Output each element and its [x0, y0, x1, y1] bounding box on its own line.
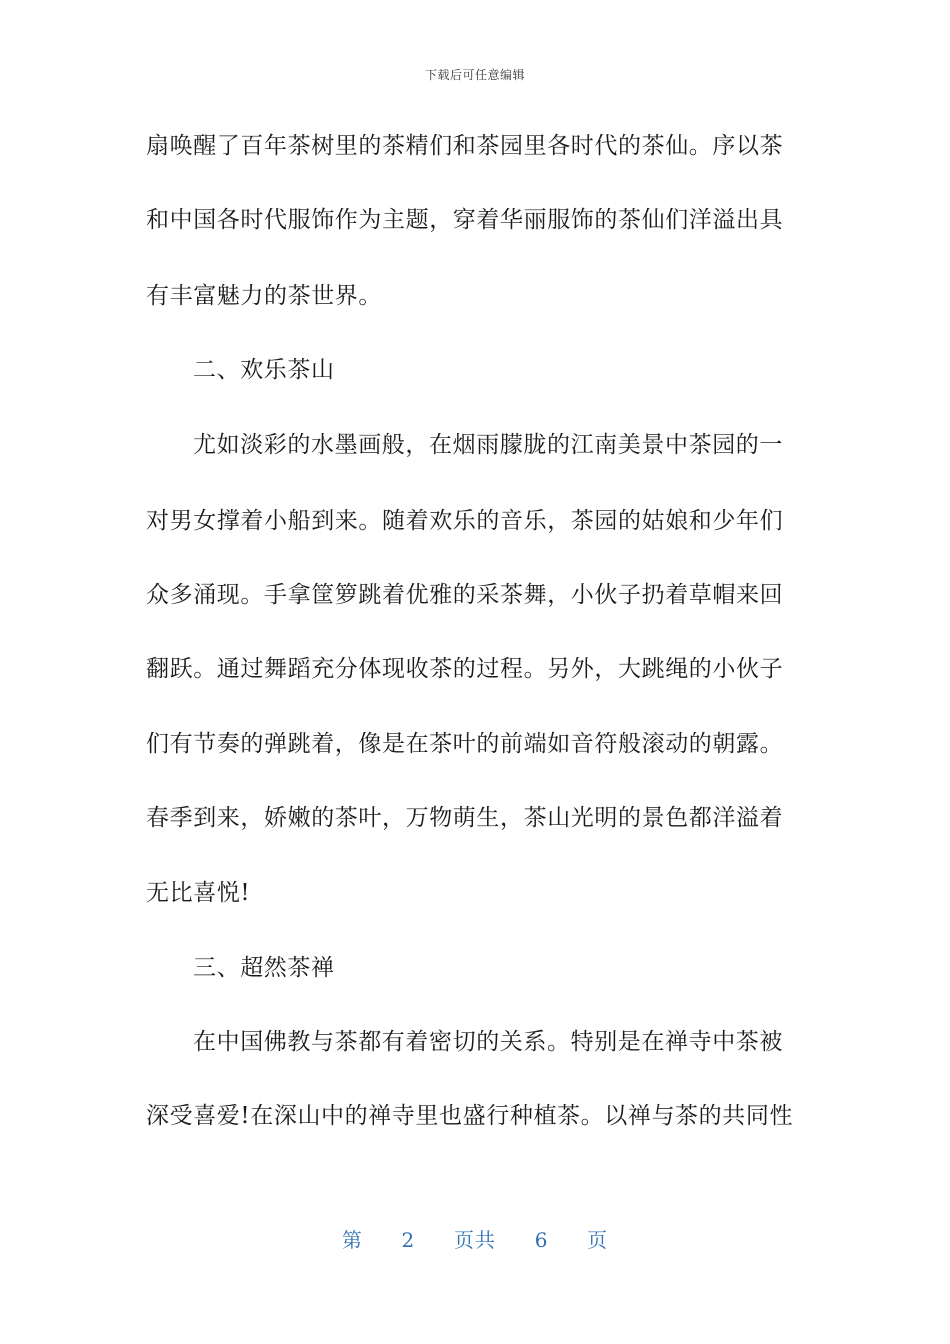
- paragraph-line: 和中国各时代服饰作为主题，穿着华丽服饰的茶仙们洋溢出具: [146, 207, 784, 233]
- page-number-footer: [0, 1224, 950, 1253]
- footer-middle: 页共: [454, 1228, 496, 1252]
- paragraph-line: 们有节奏的弹跳着，像是在茶叶的前端如音符般滚动的朝露。: [146, 731, 784, 757]
- paragraph-line: 对男女撑着小船到来。随着欢乐的音乐，茶园的姑娘和少年们: [146, 508, 784, 534]
- paragraph-line: 有丰富魅力的茶世界。: [146, 283, 382, 309]
- section-heading: 二、欢乐茶山: [193, 357, 335, 383]
- paragraph-line: 翻跃。通过舞蹈充分体现收茶的过程。另外，大跳绳的小伙子: [146, 656, 784, 682]
- footer-prefix: 第: [341, 1228, 363, 1252]
- paragraph-line: 在中国佛教与茶都有着密切的关系。特别是在禅寺中茶被: [193, 1029, 783, 1055]
- paragraph-line: 众多涌现。手拿筐箩跳着优雅的采茶舞，小伙子扔着草帽来回: [146, 582, 784, 608]
- footer-suffix: 页: [587, 1228, 609, 1252]
- section-heading: 三、超然茶禅: [193, 955, 335, 981]
- current-page-number: 2: [401, 1228, 416, 1252]
- paragraph-line: 尤如淡彩的水墨画般，在烟雨朦胧的江南美景中茶园的一: [193, 432, 783, 458]
- paragraph-line: 无比喜悦!: [146, 880, 251, 906]
- paragraph-line: 深受喜爱!在深山中的禅寺里也盛行种植茶。以禅与茶的共同性: [146, 1103, 794, 1129]
- paragraph-line: 春季到来，娇嫩的茶叶，万物萌生，茶山光明的景色都洋溢着: [146, 805, 784, 831]
- page-header: 下载后可任意编辑: [424, 68, 525, 82]
- paragraph-line: 扇唤醒了百年茶树里的茶精们和茶园里各时代的茶仙。序以茶: [146, 133, 784, 159]
- total-pages-number: 6: [534, 1228, 549, 1252]
